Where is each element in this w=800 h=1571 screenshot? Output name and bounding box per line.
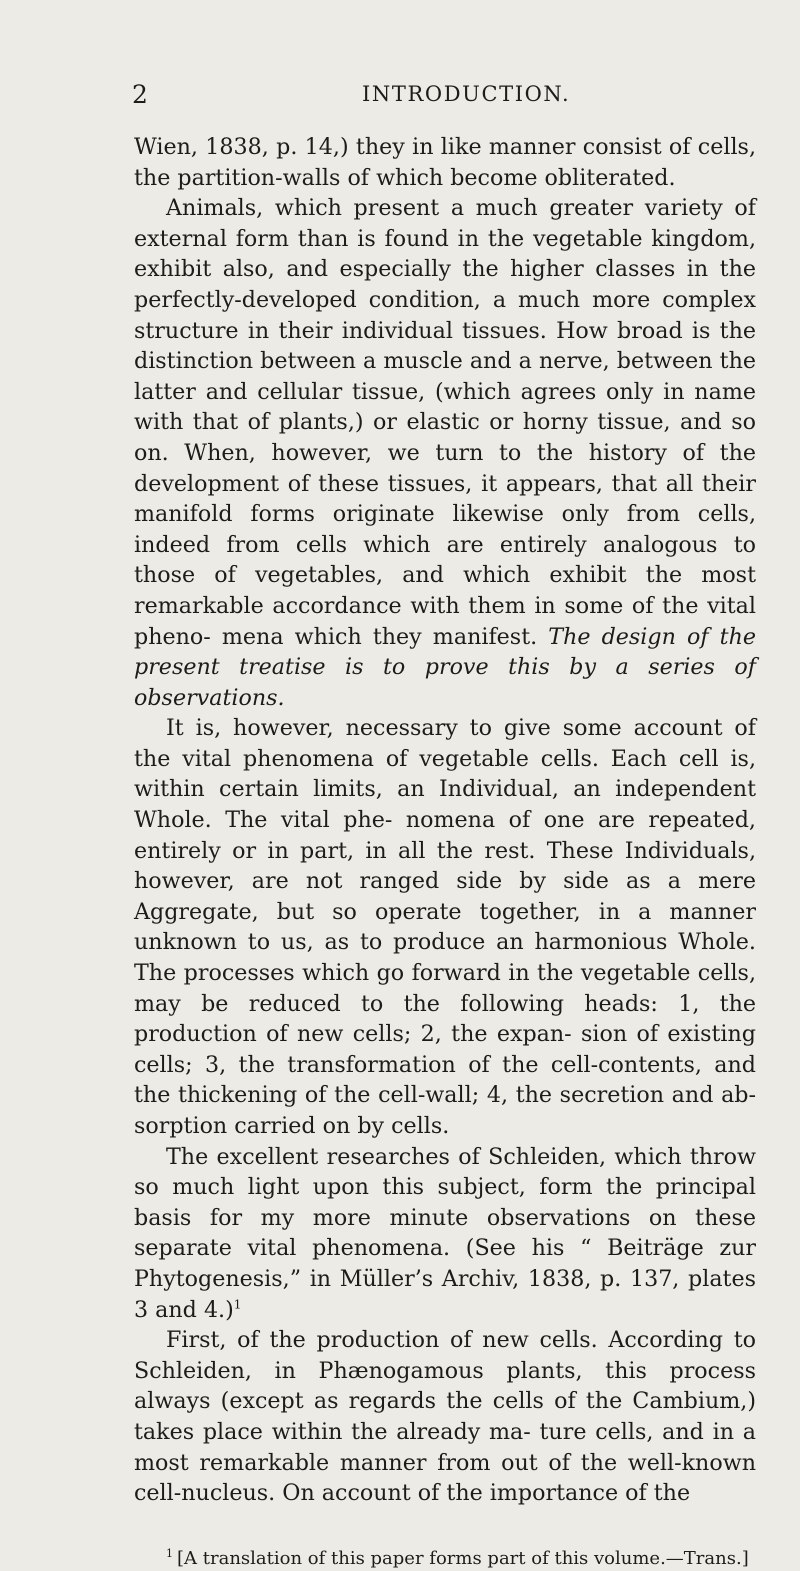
body-text [134,132,756,1509]
paragraph-2-italic-text: The design of the present treatise is to prove this by a series of observations. [134,623,756,711]
footnote [134,1547,756,1571]
paragraph-2 [134,193,756,713]
paragraph-5-text: First, of the production of new cells. According to Schleiden, in Phænogamous plants, this process always (except as regards the cells of the Cambium,) takes place within the already ma- ture cells, and in a most remarkable manner from out of the well-known cell-nucleus. On account of the importance of the [134,1327,756,1507]
paragraph-4-text: The excellent researches of Schleiden, which throw so much light upon this subject, form the principal basis for my more minute observations on these separate vital phenomena. (See his “ Beiträge zur Phytogenesis,” in Müller’s Archiv, 1838, p. 137, plates 3 and 4.) [134,1143,756,1323]
paragraph-2-text: Animals, which present a much greater variety of external form than is found in the vegetable kingdom, exhibit also, and especially the higher classes in the perfectly-developed condition, a much more complex structure in their individual tissues. How broad is the distinction between a muscle and a nerve, between the latter and cellular tissue, (which agrees only in name with that of plants,) or elastic or horny tissue, and so on. When, however, we turn to the history of the development of these tissues, it appears, that all their manifold forms originate likewise only from cells, indeed from cells which are entirely analogous to those of vegetables, and which exhibit the most remarkable accordance with them in some of the vital pheno- mena which they manifest. [134,195,756,650]
running-head [134,80,756,120]
paragraph-5 [134,1325,756,1509]
paragraph-3 [134,713,756,1141]
footnote-reference: 1 [233,1297,242,1312]
header-title: INTRODUCTION. [362,82,571,106]
paragraph-1 [134,132,756,193]
page-number: 2 [132,80,149,109]
footnote-mark: 1 [166,1546,173,1560]
paragraph-4 [134,1142,756,1326]
footnote-text: [A translation of this paper forms part of this volume.—Trans.] [177,1547,749,1569]
paragraph-1-text: Wien, 1838, p. 14,) they in like manner consist of cells, the partition-walls of which become obliterated. [134,134,756,191]
paragraph-3-text: It is, however, necessary to give some account of the vital phenomena of vegetable cells. Each cell is, within certain limits, an Individual, an independent Whole. The vital phe- nomena of one are repeated, entirely or in part, in all the rest. These Individuals, however, are not ranged side by side as a mere Aggregate, but so operate together, in a manner unknown to us, as to produce an harmonious Whole. The processes which go forward in the vegetable cells, may be reduced to the following heads: 1, the production of new cells; 2, the expan- sion of existing cells; 3, the transformation of the cell-contents, and the thickening of the cell-wall; 4, the secretion and ab- sorption carried on by cells. [134,715,756,1139]
